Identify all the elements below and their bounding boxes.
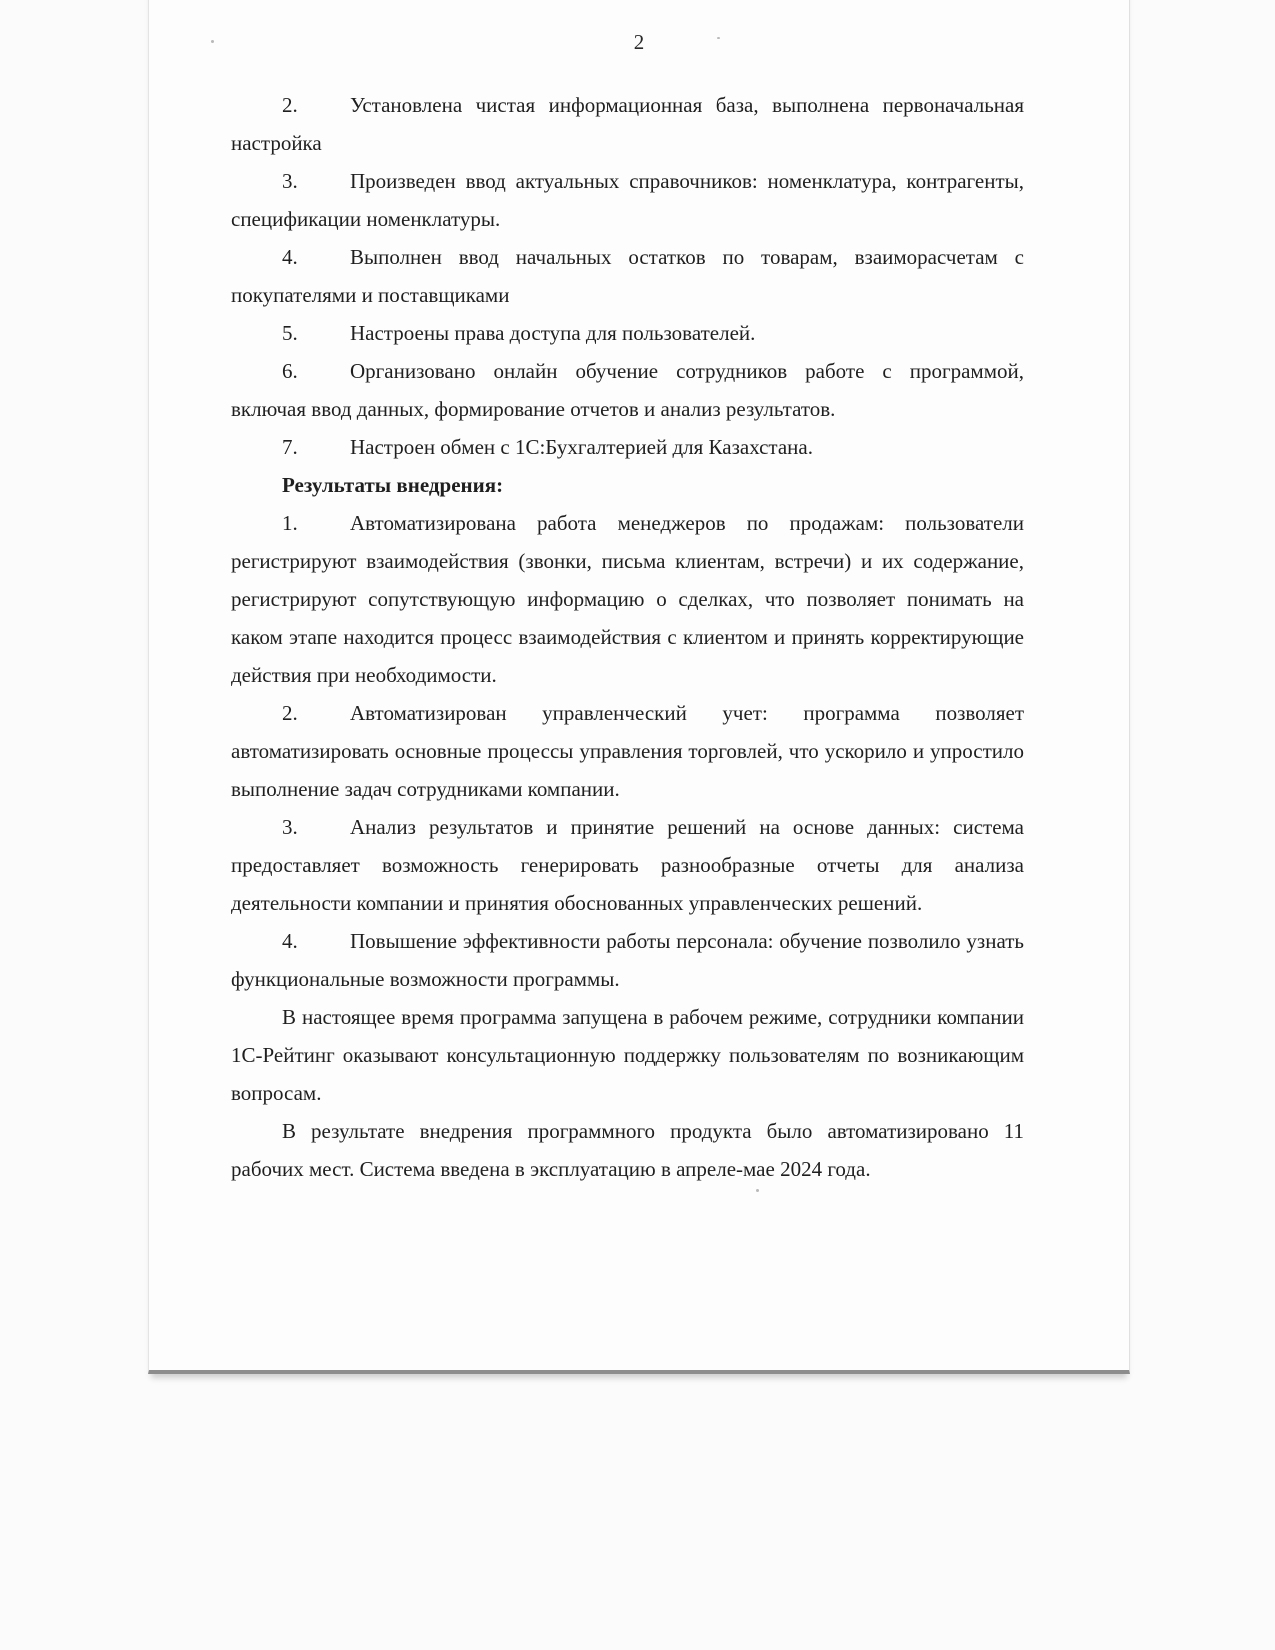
scan-speckle (211, 40, 214, 43)
list-number: 4. (282, 245, 298, 269)
paragraph (231, 922, 1024, 998)
page-number: 2 (633, 30, 645, 54)
paragraph-text: Анализ результатов и принятие решений на основе данных: система предоставляет возможность генерировать разнообразные отчеты для анализа деятельности компании и принятия обоснованных управленческих решений. (231, 815, 1024, 915)
list-number: 7. (282, 435, 298, 459)
list-number: 1. (282, 511, 298, 535)
paragraph (231, 428, 1024, 466)
paragraph (231, 314, 1024, 352)
list-number: 5. (282, 321, 298, 345)
section-heading-text: Результаты внедрения: (282, 473, 504, 497)
paragraph-text: Автоматизирована работа менеджеров по продажам: пользователи регистрируют взаимодействия (звонки, письма клиентам, встречи) и их содержание, регистрируют сопутствующую информацию о сделках, что позволяет понимать на каком этапе находится процесс взаимодействия с клиентом и принять корректирующие действия при необходимости. (231, 511, 1024, 687)
list-number: 2. (282, 701, 298, 725)
document-page (148, 0, 1130, 1374)
paragraph (231, 504, 1024, 694)
list-number: 3. (282, 169, 298, 193)
paragraph (231, 998, 1024, 1112)
scan-speckle (756, 1189, 759, 1192)
paragraph (231, 352, 1024, 428)
paragraph-text: Организовано онлайн обучение сотрудников работе с программой, включая ввод данных, формирование отчетов и анализ результатов. (231, 359, 1024, 421)
list-number: 3. (282, 815, 298, 839)
list-number: 2. (282, 93, 298, 117)
paragraph (231, 86, 1024, 162)
paragraph (231, 808, 1024, 922)
paragraph-text: Произведен ввод актуальных справочников: номенклатура, контрагенты, спецификации номенклатуры. (231, 169, 1024, 231)
paragraph-text: В настоящее время программа запущена в рабочем режиме, сотрудники компании 1С-Рейтинг оказывают консультационную поддержку пользователям по возникающим вопросам. (231, 1005, 1024, 1105)
paragraph (231, 238, 1024, 314)
document-text (231, 86, 1024, 1188)
paragraph-text: Выполнен ввод начальных остатков по товарам, взаиморасчетам с покупателями и поставщиками (231, 245, 1024, 307)
paragraph-text: В результате внедрения программного продукта было автоматизировано 11 рабочих мест. Система введена в эксплуатацию в апреле-мае 2024 года. (231, 1119, 1024, 1181)
paragraph (231, 162, 1024, 238)
paragraph (231, 694, 1024, 808)
paragraph-text: Автоматизирован управленческий учет: программа позволяет автоматизировать основные процессы управления торговлей, что ускорило и упростило выполнение задач сотрудниками компании. (231, 701, 1024, 801)
list-number: 4. (282, 929, 298, 953)
section-heading (231, 466, 1024, 504)
paragraph-text: Настроены права доступа для пользователей. (350, 321, 756, 345)
scan-speckle (717, 37, 720, 39)
paragraph (231, 1112, 1024, 1188)
paragraph-text: Установлена чистая информационная база, выполнена первоначальная настройка (231, 93, 1024, 155)
list-number: 6. (282, 359, 298, 383)
paragraph-text: Повышение эффективности работы персонала: обучение позволило узнать функциональные возможности программы. (231, 929, 1024, 991)
paragraph-text: Настроен обмен с 1С:Бухгалтерией для Казахстана. (350, 435, 813, 459)
